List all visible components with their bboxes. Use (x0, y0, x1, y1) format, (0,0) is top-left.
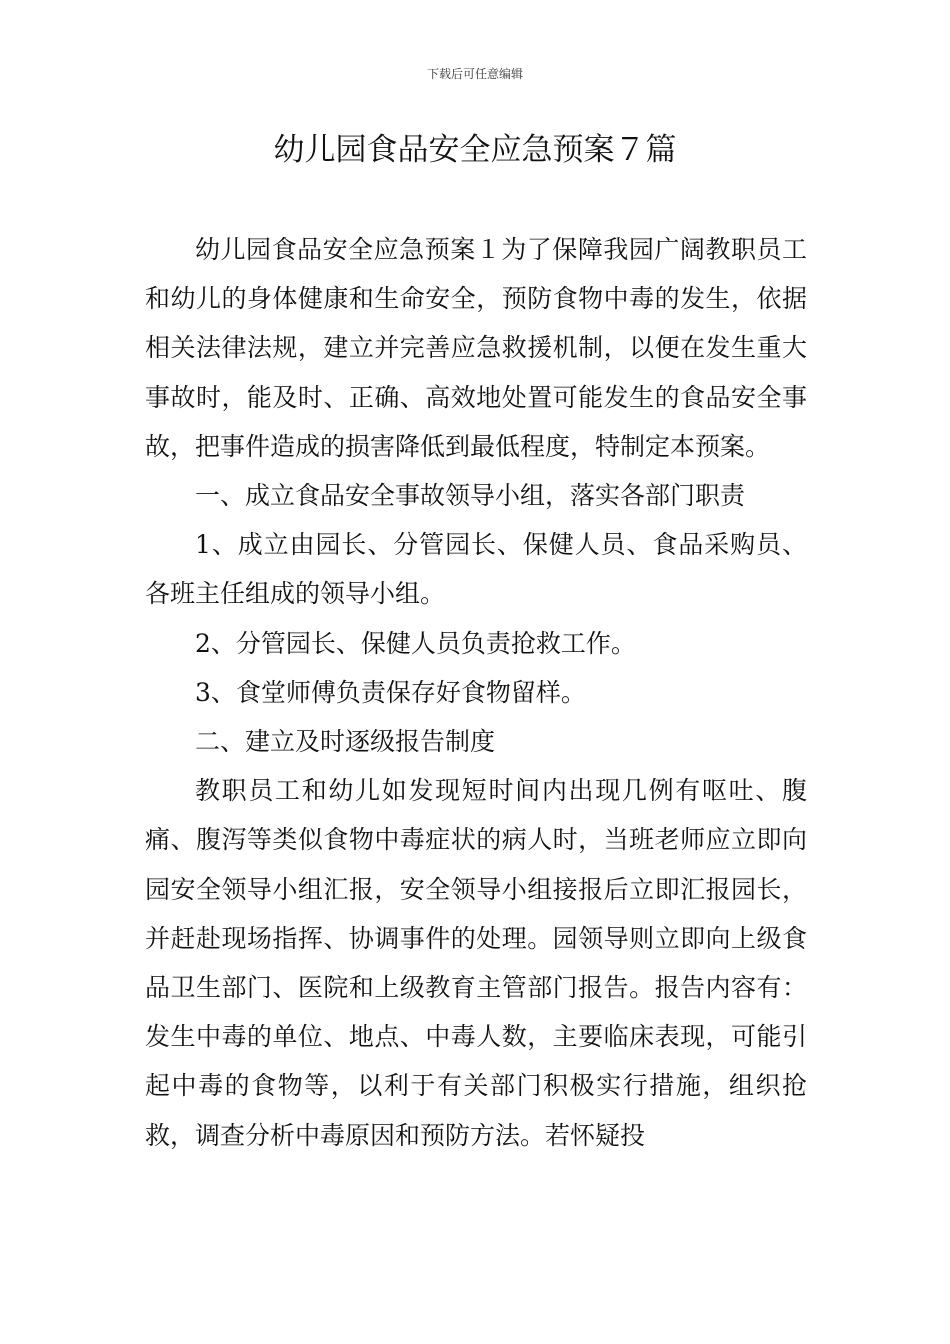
paragraph-item-3: 3、食堂师傅负责保存好食物留样。 (195, 677, 586, 707)
paragraph-reporting: 教职员工和幼儿如发现短时间内出现几例有呕吐、腹痛、腹泻等类似食物中毒症状的病人时，当班老师应立即向园安全领导小组汇报，安全领导小组接报后立即汇报园长，并赶赴现场指挥、协调事件的处理。园领导则立即向上级食品卫生部门、医院和上级教育主管部门报告。报告内容有：发生中毒的单位、地点、中毒人数，主要临床表现，可能引起中毒的食物等，以利于有关部门积极实行措施，组织抢救，调查分析中毒原因和预防方法。若怀疑投 (145, 776, 807, 1150)
document-body (145, 225, 807, 1160)
header-note: 下载后可任意编辑 (426, 67, 523, 81)
section-heading-1: 一、成立食品安全事故领导小组，落实各部门职责 (195, 481, 746, 511)
section-heading-2: 二、建立及时逐级报告制度 (195, 727, 496, 757)
paragraph-item-1: 1、成立由园长、分管园长、保健人员、食品采购员、各班主任组成的领导小组。 (145, 530, 807, 609)
paragraph-item-2: 2、分管园长、保健人员负责抢救工作。 (195, 628, 636, 658)
paragraph-intro: 幼儿园食品安全应急预案１为了保障我园广阔教职员工和幼儿的身体健康和生命安全，预防食物中毒的发生，依据相关法律法规，建立并完善应急救援机制，以便在发生重大事故时，能及时、正确、高效地处置可能发生的食品安全事故，把事件造成的损害降低到最低程度，特制定本预案。 (145, 235, 807, 461)
document-title: 幼儿园食品安全应急预案７篇 (273, 132, 677, 168)
